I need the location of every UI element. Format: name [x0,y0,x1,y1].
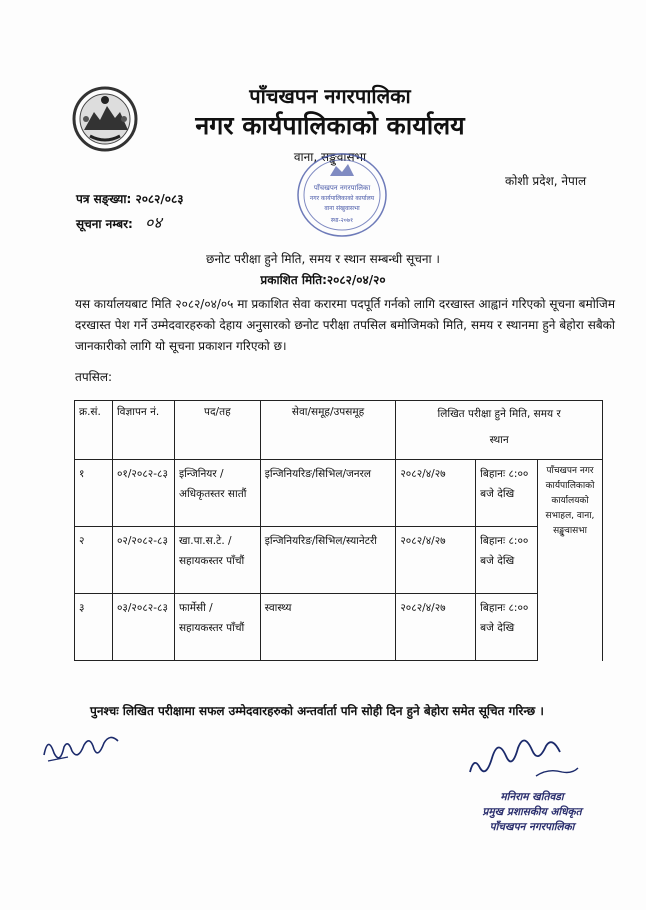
nepal-emblem-icon [72,86,138,152]
cell-adv-no: ०३/२०८२-८३ [112,594,174,661]
table-row [75,527,603,594]
signatory-name: मनिराम खतिवडा [500,791,564,803]
cell-time: बिहानः ८:०० बजे देखि [476,460,538,527]
postscript-text: पुनश्चः लिखित परीक्षामा सफल उम्मेदवारहरुको अन्तर्वार्ता पनि सोही दिन हुने बेहोरा समेत सूचित गरिन्छ । [90,704,544,718]
cell-date: २०८२/४/२७ [396,594,476,661]
notice-number [76,211,162,233]
signatory-block [462,790,602,835]
letter-number-label: पत्र सङ्ख्या: [76,192,132,206]
header-service: सेवा/समूह/उपसमूह [260,401,396,460]
cell-date: २०८२/४/२७ [396,527,476,594]
seal-line-4: स्था-२०७१ [330,217,354,224]
header-post: पद/तह [174,401,260,460]
table-row [75,594,603,661]
cell-post: फार्मेसी / सहायकस्तर पाँचौं [174,594,260,661]
cell-service: इन्जिनियरिङ/सिभिल/स्यानेटरी [260,527,396,594]
exam-schedule-table [74,400,603,661]
cell-sn: २ [75,527,113,594]
tapasil-label: तपसिल: [75,370,113,384]
header-exam-date: लिखित परीक्षा हुने मिति, समय र स्थान [396,401,603,460]
cell-venue: पाँचखपन नगर कार्यपालिकाको कार्यालयको सभाहल, वाना, सङ्खुवासभा [537,460,602,661]
cell-adv-no: ०१/२०८२-८३ [112,460,174,527]
cell-service: स्वास्थ्य [260,594,396,661]
municipality-name: पाँचखपन नगरपालिका [249,84,411,108]
cell-post: इन्जिनियर / अधिकृतस्तर सातौं [174,460,260,527]
office-name: नगर कार्यपालिकाको कार्यालय [195,111,465,140]
officer-signature [462,728,582,788]
cell-adv-no: ०२/२०८२-८३ [112,527,174,594]
office-seal-stamp [296,152,388,238]
notice-body: यस कार्यालयबाट मिति २०८२/०४/०५ मा प्रकाशित सेवा करारमा पदपूर्ति गर्नको लागि दरखास्त आह्वानं गरिएको सूचना बमोजिम दरखास्त पेश गर्ने उम्मेदवारहरुको देहाय अनुसारको छनोट परीक्षा तपसिल बमोजिमको मिति, समय र स्थानमा हुने बेहोरा सबैको जानकारीको लागि यो सूचना प्रकाशन गरिएको छ। [75,297,615,353]
table-row [75,460,603,527]
published-date: प्रकाशित मिति:२०८२/०४/२० [260,273,386,287]
signatory-title: प्रमुख प्रशासकीय अधिकृत [482,806,582,818]
initial-signature [38,725,128,770]
cell-service: इन्जिनियरिङ/सिभिल/जनरल [260,460,396,527]
header-adv-no: विज्ञापन नं. [112,401,174,460]
notice-subject: छनोट परीक्षा हुने मिति, समय र स्थान सम्बन्धी सूचना । [206,252,440,266]
cell-post: खा.पा.स.टे. / सहायकस्तर पाँचौं [174,527,260,594]
letter-number-value: २०८२/०८३ [135,192,184,206]
seal-line-1: पाँचखपन नगरपालिका [313,184,371,192]
notice-number-value: ०४ [145,213,162,232]
signatory-org: पाँचखपन नगरपालिका [489,821,575,833]
cell-sn: ३ [75,594,113,661]
seal-line-2: नगर कार्यपालिकाको कार्यालय [309,195,375,202]
cell-time: बिहानः ८:०० बजे देखि [476,527,538,594]
letter-number [76,190,184,207]
cell-sn: १ [75,460,113,527]
province-text: कोशी प्रदेश, नेपाल [505,174,587,188]
office-address: वाना, सङ्खुवासभा [293,150,367,164]
cell-time: बिहानः ८:०० बजे देखि [476,594,538,661]
table-header-row [75,401,603,460]
seal-line-3: वाना संखुवासभा [324,205,360,212]
notice-number-label: सूचना नम्बर: [76,217,133,231]
cell-date: २०८२/४/२७ [396,460,476,527]
header-sn: क्र.सं. [75,401,113,460]
